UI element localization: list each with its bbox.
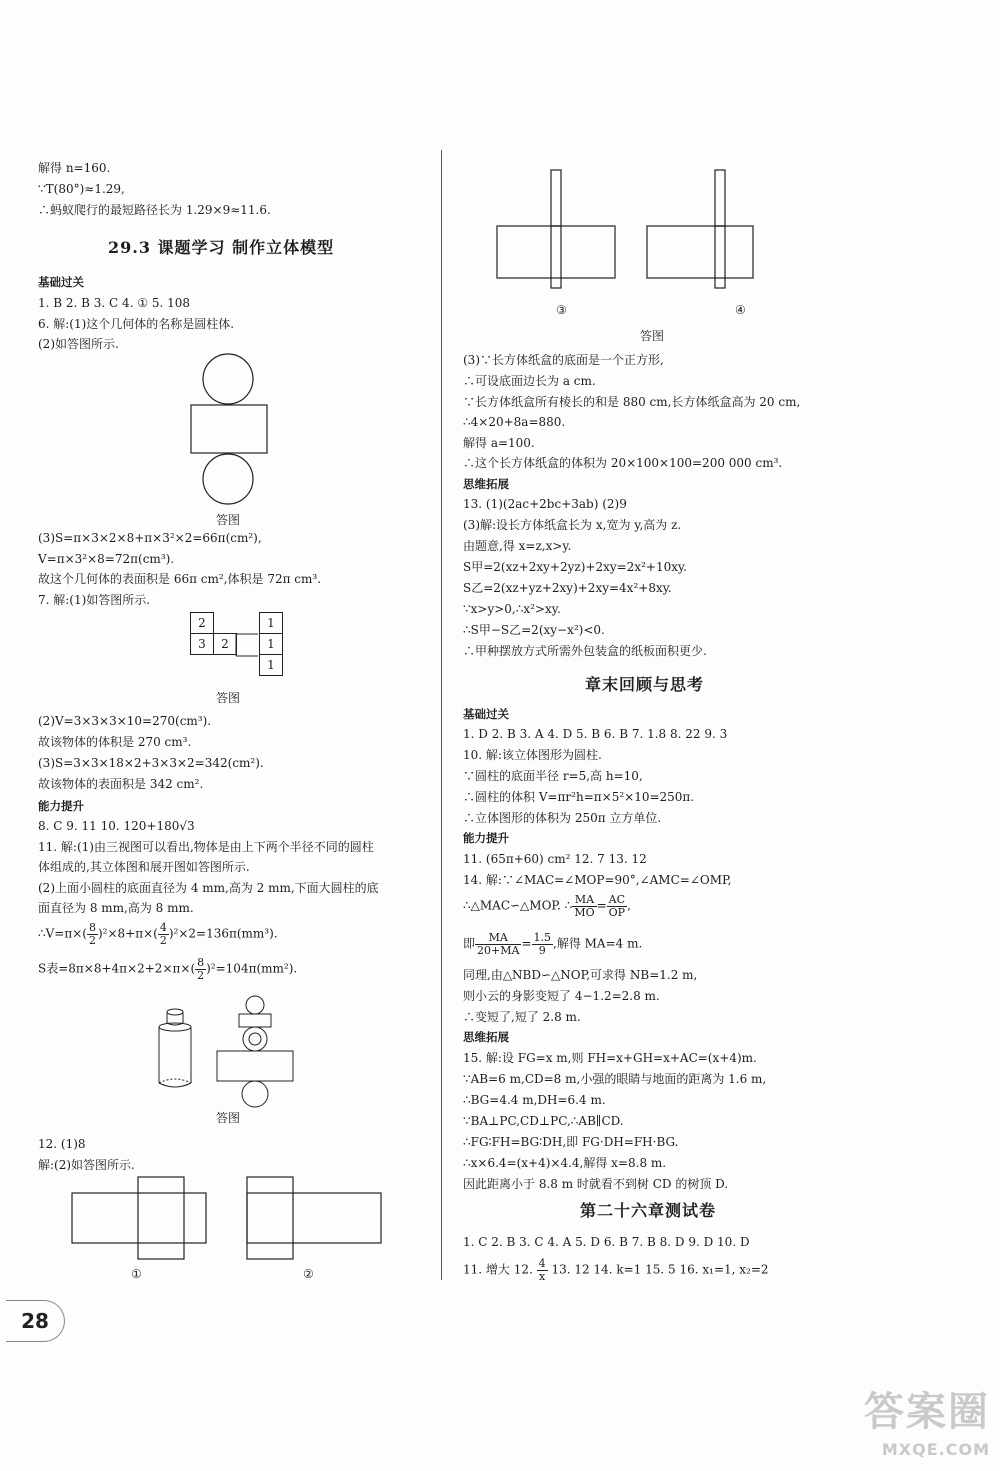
- q6-after-line: V=π×3²×8=72π(cm³).: [38, 552, 175, 566]
- grid-cell: 2: [191, 613, 214, 634]
- q7-grid-lines: [190, 612, 282, 682]
- q13-line: (3)解:设长方体纸盒长为 x,宽为 y,高为 z.: [463, 518, 682, 532]
- q11-surface-formula: S表=8π×8+4π×2+2×π×( $\frac{8}{2}$ )²=104π(mm²).: [38, 956, 298, 982]
- ability-answers: 8. C 9. 11 10. 120+180√3: [38, 819, 195, 833]
- q6-line: (2)如答图所示.: [38, 337, 119, 351]
- q11-line: 11. 解:(1)由三视图可以看出,物体是由上下两个半径不同的圆柱: [38, 840, 374, 854]
- section-title: 29.3 课题学习 制作立体模型: [108, 238, 335, 257]
- q12-line: ∴4×20+8a=880.: [463, 415, 566, 429]
- q15-line: ∵BA⊥PC,CD⊥PC,∴AB∥CD.: [463, 1114, 624, 1128]
- grid-cell: 1: [260, 655, 283, 676]
- q11-line: (2)上面小圆柱的底面直径为 4 mm,高为 2 mm,下面大圆柱的底: [38, 881, 379, 895]
- q13-line: S乙=2(xz+yz+2xy)+2xy=4x²+8xy.: [463, 581, 672, 595]
- q14-line: 同理,由△NBD∽△NOP,可求得 NB=1.2 m,: [463, 968, 698, 982]
- q15-line: ∴BG=4.4 m,DH=6.4 m.: [463, 1093, 606, 1107]
- q10-line: ∵圆柱的底面半径 r=5,高 h=10,: [463, 769, 643, 783]
- grid-cell: 1: [260, 613, 283, 634]
- q7-after-line: (3)S=3×3×18×2+3×3×2=342(cm²).: [38, 756, 264, 770]
- label-circle-4: ④: [735, 303, 746, 317]
- grid-cell: 2: [214, 634, 237, 655]
- q10-line: ∴立体图形的体积为 250π 立方单位.: [463, 811, 662, 825]
- q11-line: 面直径为 8 mm,高为 8 mm.: [38, 901, 194, 915]
- q6-after-line: 故这个几何体的表面积是 66π cm²,体积是 72π cm³.: [38, 572, 322, 586]
- q12-line: ∴可设底面边长为 a cm.: [463, 374, 596, 388]
- q12-line: 解:(2)如答图所示.: [38, 1158, 135, 1172]
- label-circle-2: ②: [303, 1267, 314, 1281]
- q15-line: ∵AB=6 m,CD=8 m,小强的眼睛与地面的距离为 1.6 m,: [463, 1072, 767, 1086]
- cylinder-net-figure: [185, 352, 275, 512]
- q7-line: 7. 解:(1)如答图所示.: [38, 593, 151, 607]
- q15-line: 15. 解:设 FG=x m,则 FH=x+GH=x+AC=(x+4)m.: [463, 1051, 757, 1065]
- test-answers: 1. C 2. B 3. C 4. A 5. D 6. B 7. B 8. D 9. D 10. D: [463, 1235, 750, 1249]
- box-net-2: [245, 1175, 385, 1265]
- q14-line: 14. 解:∵∠MAC=∠MOP=90°,∠AMC=∠OMP,: [463, 873, 732, 887]
- box-net-1: [70, 1175, 210, 1265]
- q10-line: 10. 解:该立体图形为圆柱.: [463, 748, 602, 762]
- watermark: [820, 1385, 990, 1460]
- q15-line: 因此距离小于 8.8 m 时就看不到树 CD 的树顶 D.: [463, 1177, 729, 1191]
- q12-line: ∵长方体纸盒所有棱长的和是 880 cm,长方体纸盒高为 20 cm,: [463, 395, 801, 409]
- grid-cell: 3: [191, 634, 214, 655]
- q11-volume-formula: ∴V=π×( $\frac{8}{2}$ )²×8+π×( $\frac{4}{2}$ )²×2=136π(mm³).: [38, 921, 278, 947]
- label-circle-1: ①: [131, 1267, 142, 1281]
- basic-header: 基础过关: [38, 275, 84, 289]
- q14-line: ∴变短了,短了 2.8 m.: [463, 1010, 581, 1024]
- page-number: 28: [6, 1300, 65, 1342]
- test-answers-row2: 11. 增大 12. $\frac{4}{x}$ 13. 12 14. k=1 15. 5 16. x₁=1, x₂=2: [463, 1257, 769, 1283]
- q15-line: ∴x×6.4=(x+4)×4.4,解得 x=8.8 m.: [463, 1156, 667, 1170]
- think-header: 思维拓展: [463, 1030, 509, 1044]
- box-nets-3-4: [495, 168, 755, 293]
- intro-line: ∴蚂蚁爬行的最短路径长为 1.29×9≈11.6.: [38, 203, 271, 217]
- basic-answers: 1. D 2. B 3. A 4. D 5. B 6. B 7. 1.8 8. 22 9. 3: [463, 727, 728, 741]
- q12-line: (3)∵长方体纸盒的底面是一个正方形,: [463, 353, 664, 367]
- q13-line: 由题意,得 x=z,x>y.: [463, 539, 572, 553]
- q13-line: 13. (1)(2ac+2bc+3ab) (2)9: [463, 497, 627, 511]
- q12-line: 解得 a=100.: [463, 436, 535, 450]
- test-title: 第二十六章测试卷: [580, 1201, 717, 1220]
- ability-header: 能力提升: [38, 799, 84, 813]
- q13-line: ∵x>y>0,∴x²>xy.: [463, 602, 561, 616]
- label-circle-3: ③: [556, 303, 567, 317]
- ability-answers: 11. (65π+60) cm² 12. 7 13. 12: [463, 852, 647, 866]
- q15-line: ∴FG∶FH=BG∶DH,即 FG·DH=FH·BG.: [463, 1135, 679, 1149]
- basic-header: 基础过关: [463, 707, 509, 721]
- q12-line: ∴这个长方体纸盒的体积为 20×100×100=200 000 cm³.: [463, 456, 783, 470]
- column-divider: [441, 150, 442, 1280]
- q10-line: ∴圆柱的体积 V=πr²h=π×5²×10=250π.: [463, 790, 695, 804]
- figure-caption: 答图: [216, 1111, 241, 1125]
- intro-line: ∵T(80°)≈1.29,: [38, 182, 125, 196]
- q7-after-line: (2)V=3×3×3×10=270(cm³).: [38, 714, 212, 728]
- q13-line: ∴S甲−S乙=2(xy−x²)<0.: [463, 623, 605, 637]
- q11-line: 体组成的,其立体图和展开图如答图所示.: [38, 860, 250, 874]
- q7-after-line: 故该物体的表面积是 342 cm².: [38, 777, 204, 791]
- chapter-title: 章末回顾与思考: [585, 675, 705, 694]
- q6-line: 6. 解:(1)这个几何体的名称是圆柱体.: [38, 317, 235, 331]
- watermark-logo: 答案圈: [864, 1389, 990, 1435]
- q11-figure: [155, 995, 315, 1110]
- q12-line: 12. (1)8: [38, 1137, 86, 1151]
- figure-caption: 答图: [216, 691, 241, 705]
- intro-line: 解得 n=160.: [38, 161, 111, 175]
- q7-after-line: 故该物体的体积是 270 cm³.: [38, 735, 192, 749]
- q14-equation: 即 $\frac{MA}{20+MA}$ = $\frac{1.5}{9}$ ,解得 MA=4 m.: [463, 931, 643, 957]
- watermark-url: MXQE.COM: [881, 1440, 990, 1459]
- basic-answers: 1. B 2. B 3. C 4. ① 5. 108: [38, 296, 191, 310]
- q14-line: 则小云的身影变短了 4−1.2=2.8 m.: [463, 989, 660, 1003]
- figure-caption: 答图: [216, 513, 241, 527]
- ability-header: 能力提升: [463, 831, 509, 845]
- figure-caption: 答图: [640, 329, 665, 343]
- q14-similarity: ∴△MAC∽△MOP. ∴ $\frac{MA}{MO}$ = $\frac{AC}{OP}$ ,: [463, 893, 631, 919]
- q13-line: S甲=2(xz+2xy+2yz)+2xy=2x²+10xy.: [463, 560, 687, 574]
- q13-line: ∴甲种摆放方式所需外包装盒的纸板面积更少.: [463, 644, 707, 658]
- q6-after-line: (3)S=π×3×2×8+π×3²×2=66π(cm²),: [38, 531, 262, 545]
- grid-cell: 1: [260, 634, 283, 655]
- think-header: 思维拓展: [463, 477, 509, 491]
